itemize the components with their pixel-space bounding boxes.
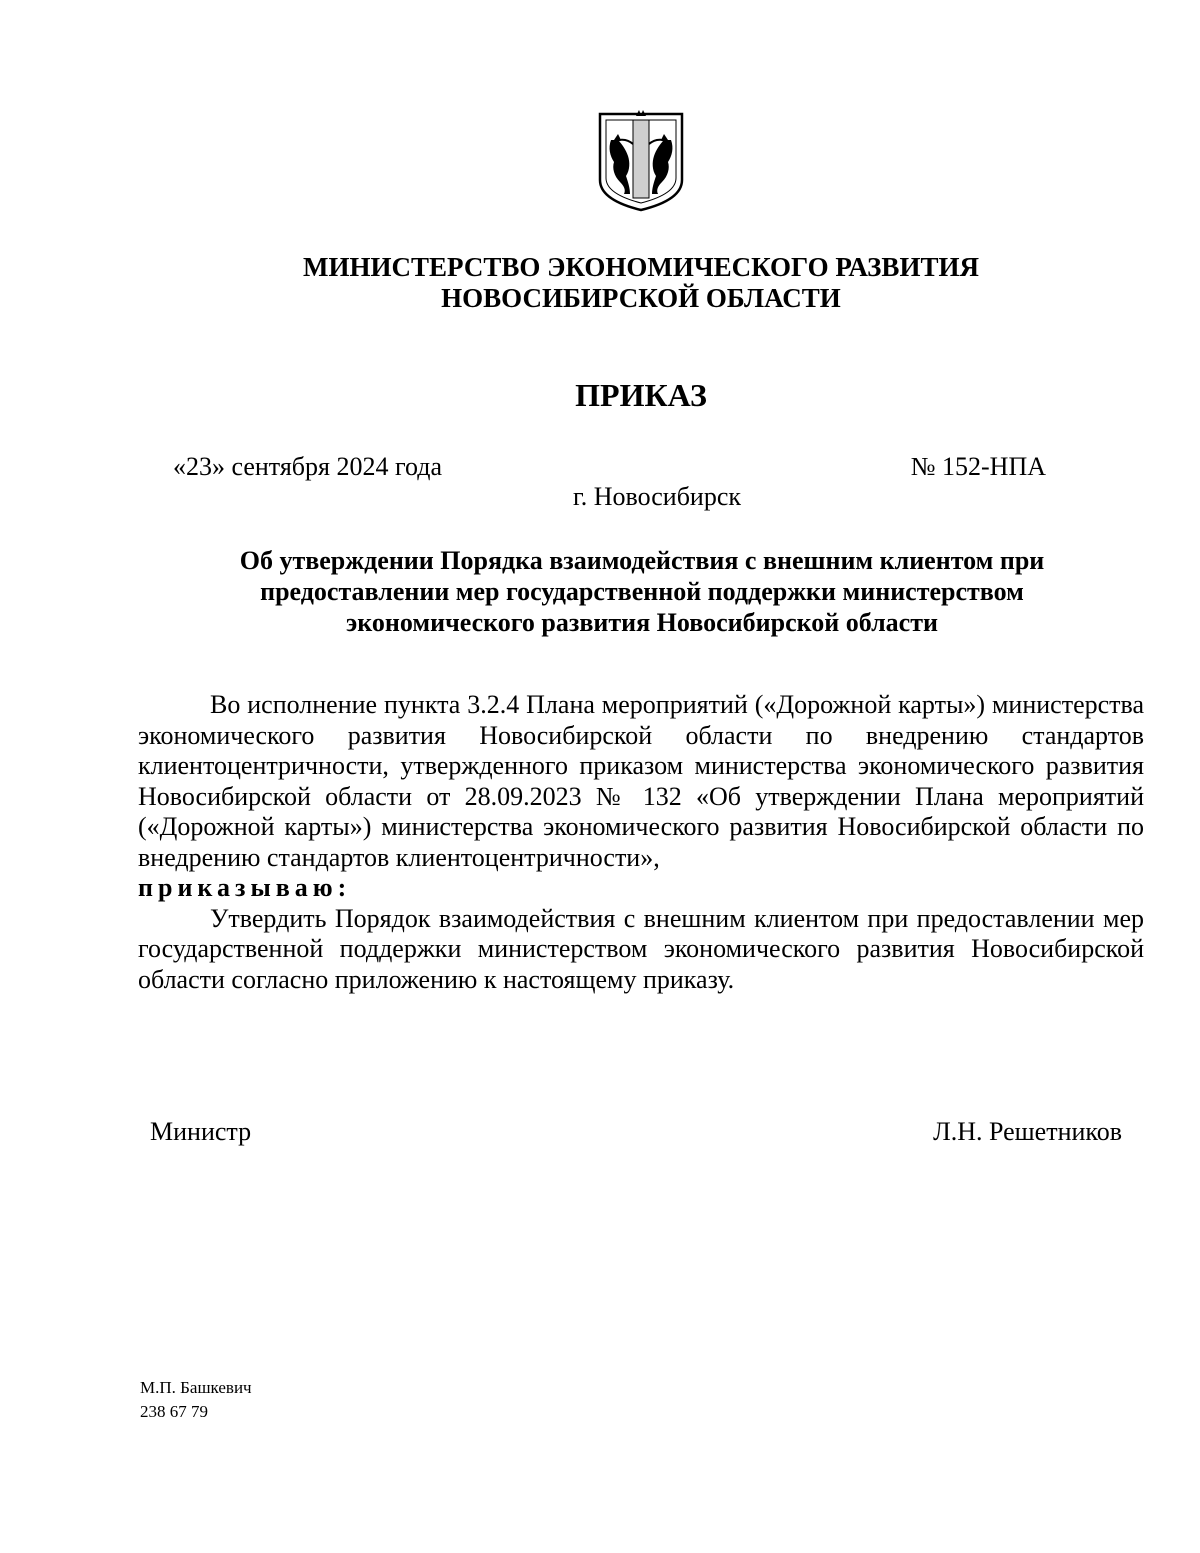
body-paragraph-2: Утвердить Порядок взаимодействия с внешним клиентом при предоставлении мер государственной поддержки министерством экономического развития Новосибирской области согласно приложению к настоящему приказу. bbox=[138, 903, 1144, 994]
document-city: г. Новосибирск bbox=[573, 482, 742, 511]
signatory-name: Л.Н. Решетников bbox=[933, 1117, 1122, 1146]
executor-info bbox=[140, 1376, 252, 1424]
executor-phone: 238 67 79 bbox=[140, 1402, 208, 1421]
document-subject bbox=[140, 545, 1144, 638]
decree-word: приказываю: bbox=[138, 873, 352, 902]
document-type: ПРИКАЗ bbox=[575, 377, 707, 413]
ministry-name bbox=[0, 252, 1200, 314]
ministry-name-line2: НОВОСИБИРСКОЙ ОБЛАСТИ bbox=[441, 283, 841, 313]
coat-of-arms-icon bbox=[596, 110, 686, 214]
signatory-title: Министр bbox=[150, 1117, 252, 1146]
document-body bbox=[138, 690, 1144, 995]
document-number: № 152-НПА bbox=[910, 452, 1046, 481]
body-paragraph-1: Во исполнение пункта 3.2.4 Плана мероприятий («Дорожной карты») министерства экономического развития Новосибирской области по внедрению стандартов клиентоцентричности, утвержденного приказом министерства экономического развития Новосибирской области от 28.09.2023 № 132 «Об утверждении Плана мероприятий («Дорожной карты») министерства экономического развития Новосибирской области по внедрению стандартов клиентоцентричности», bbox=[138, 690, 1144, 872]
executor-name: М.П. Башкевич bbox=[140, 1378, 252, 1397]
ministry-name-line1: МИНИСТЕРСТВО ЭКОНОМИЧЕСКОГО РАЗВИТИЯ bbox=[303, 252, 979, 282]
subject-line1: Об утверждении Порядка взаимодействия с внешним клиентом при bbox=[239, 546, 1045, 575]
document-date: «23» сентября 2024 года bbox=[173, 452, 443, 481]
subject-line2: предоставлении мер государственной поддержки министерством bbox=[260, 577, 1024, 606]
subject-line3: экономического развития Новосибирской области bbox=[346, 608, 938, 637]
